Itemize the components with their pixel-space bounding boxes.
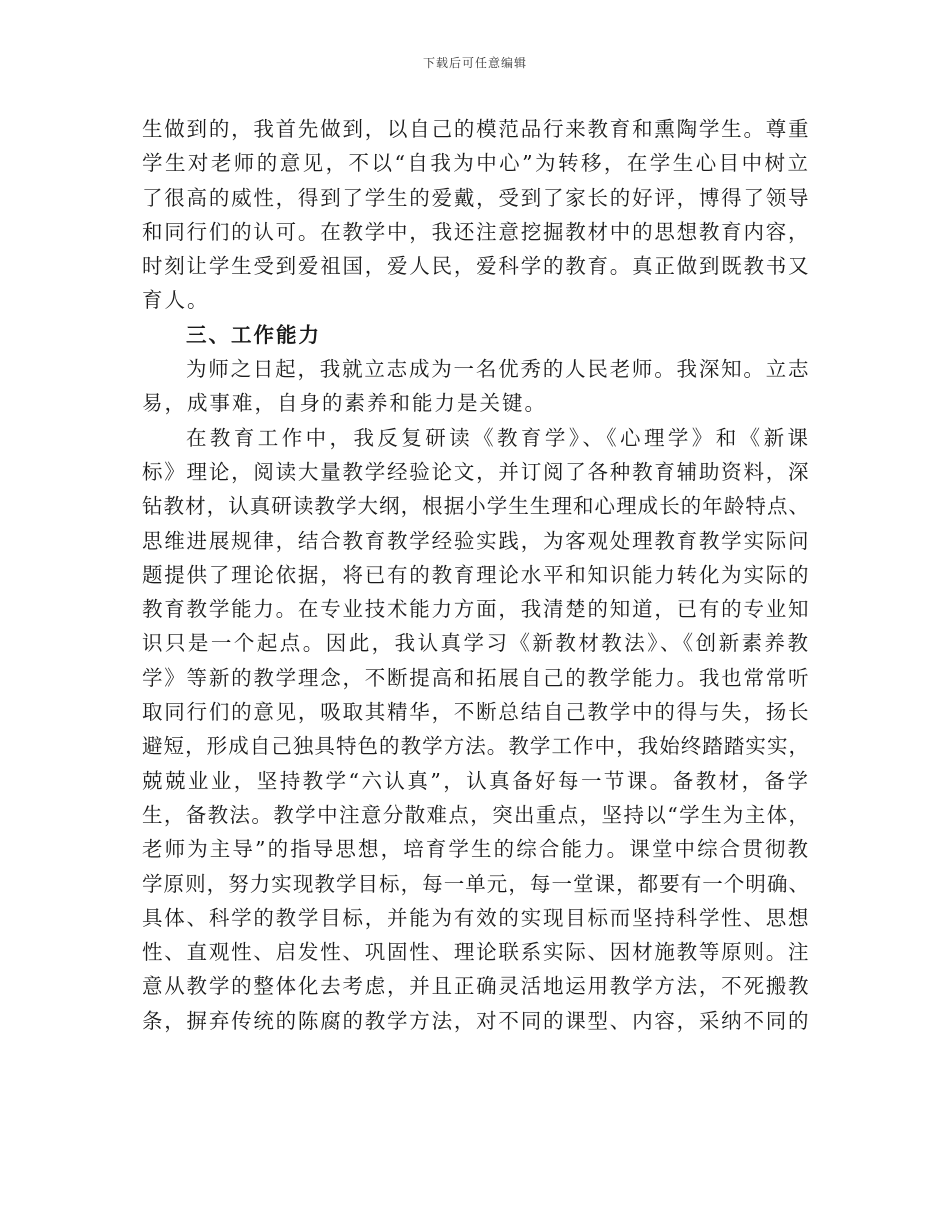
text-line: 学原则，努力实现教学目标，每一单元，每一堂课，都要有一个明确、 — [142, 871, 810, 896]
text-line: 条，摒弃传统的陈腐的教学方法，对不同的课型、内容，采纳不同的 — [142, 1008, 810, 1033]
text-line: 为师之日起，我就立志成为一名优秀的人民老师。我深知。立志 — [186, 357, 810, 382]
text-line: 育人。 — [142, 288, 210, 313]
text-line: 了很高的威性，得到了学生的爱戴，受到了家长的好评，博得了领导 — [142, 185, 810, 210]
page-header: 下载后可任意编辑 — [422, 56, 527, 70]
text-line: 在教育工作中，我反复研读《教育学》、《心理学》和《新课 — [186, 425, 810, 450]
document-body — [142, 112, 810, 1038]
text-line: 识只是一个起点。因此，我认真学习《新教材教法》、《创新素养教 — [142, 631, 810, 656]
section-heading: 三、工作能力 — [186, 322, 321, 347]
text-line: 题提供了理论依据，将已有的教育理论水平和知识能力转化为实际的 — [142, 562, 810, 587]
text-line: 避短，形成自己独具特色的教学方法。教学工作中，我始终踏踏实实， — [142, 734, 810, 759]
text-line: 取同行们的意见，吸取其精华，不断总结自己教学中的得与失，扬长 — [142, 700, 810, 725]
text-line: 易，成事难，自身的素养和能力是关键。 — [142, 391, 547, 416]
text-line: 思维进展规律，结合教育教学经验实践，为客观处理教育教学实际问 — [142, 528, 810, 553]
text-line: 性、直观性、启发性、巩固性、理论联系实际、因材施教等原则。注 — [142, 940, 810, 965]
text-line: 具体、科学的教学目标，并能为有效的实现目标而坚持科学性、思想 — [142, 905, 810, 930]
text-line: 和同行们的认可。在教学中，我还注意挖掘教材中的思想教育内容， — [142, 219, 810, 244]
text-line: 标》理论，阅读大量教学经验论文，并订阅了各种教育辅助资料，深 — [142, 459, 810, 484]
text-line: 时刻让学生受到爱祖国，爱人民，爱科学的教育。真正做到既教书又 — [142, 254, 810, 279]
text-line: 兢兢业业，坚持教学“六认真”，认真备好每一节课。备教材，备学 — [142, 768, 810, 793]
text-line: 生做到的，我首先做到，以自己的模范品行来教育和熏陶学生。尊重 — [142, 117, 810, 141]
text-line: 学》等新的教学理念，不断提高和拓展自己的教学能力。我也常常听 — [142, 665, 810, 690]
text-line: 学生对老师的意见，不以“自我为中心”为转移，在学生心目中树立 — [142, 151, 810, 176]
text-line: 生，备教法。教学中注意分散难点，突出重点，坚持以“学生为主体， — [142, 802, 810, 827]
text-line: 意从教学的整体化去考虑，并且正确灵活地运用教学方法，不死搬教 — [142, 974, 810, 999]
text-line: 钻教材，认真研读教学大纲，根据小学生生理和心理成长的年龄特点、 — [142, 494, 810, 519]
text-line: 教育教学能力。在专业技术能力方面，我清楚的知道，已有的专业知 — [142, 597, 810, 622]
text-line: 老师为主导”的指导思想，培育学生的综合能力。课堂中综合贯彻教 — [142, 837, 810, 862]
